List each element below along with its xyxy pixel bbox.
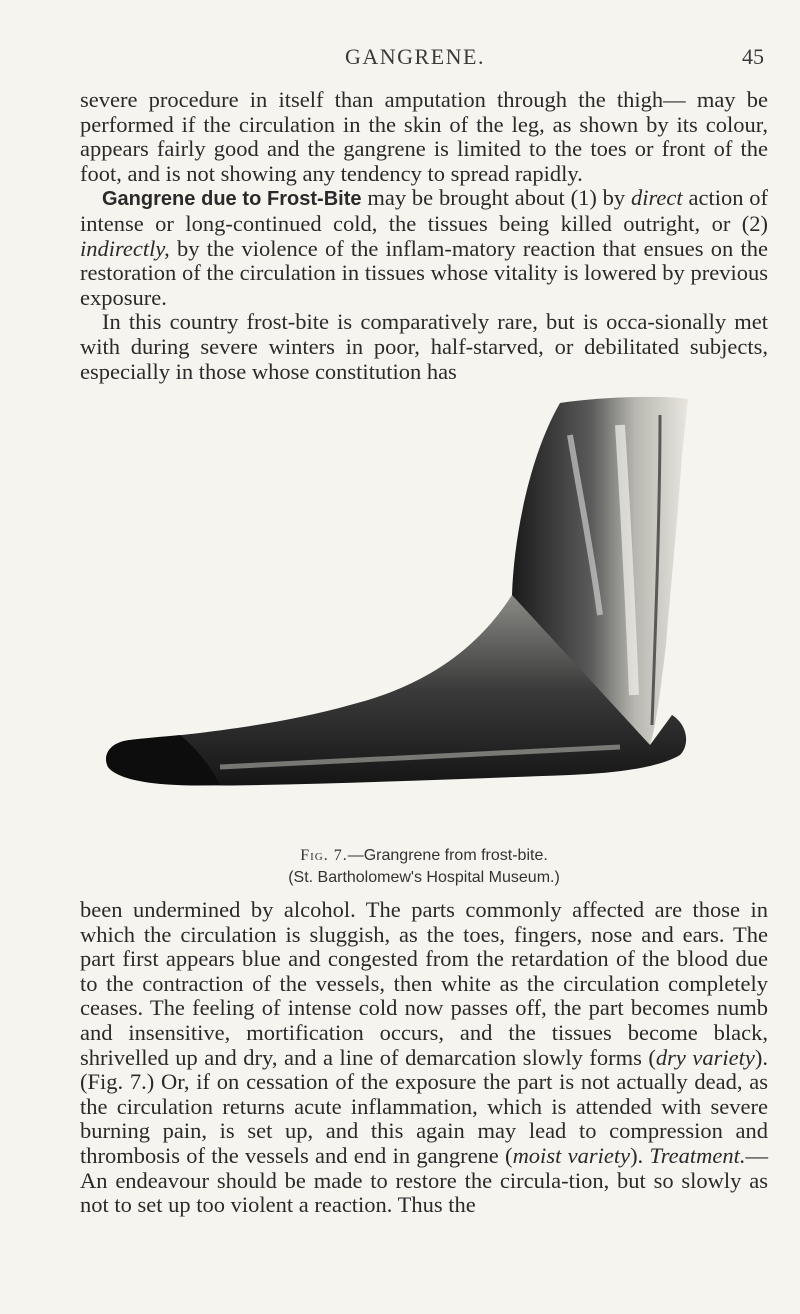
text-block-bottom	[80, 898, 768, 1218]
running-title: GANGRENE.	[345, 44, 485, 69]
paragraph-frostbite-course: been undermined by alcohol. The parts commonly affected are those in which the circulation is sluggish, as the toes, fingers, nose and ears. The part first appears blue and congested from the retardation of the blood due to the contraction of the vessels, then white as the circulation completely ceases. The feeling of intense cold now passes off, the part becomes numb and insensitive, mortification occurs, and the tissues become black, shrivelled up and dry, and a line of demarcation slowly forms (dry variety). (Fig. 7.) Or, if on cessation of the exposure the part is not actually dead, as the circulation returns acute inflammation, which is attended with severe burning pain, is set up, and this again may lead to compression and thrombosis of the vessels and end in gangrene (moist variety). Treatment.—An endeavour should be made to restore the circula-tion, but so slowly as not to set up too violent a reaction. Thus the	[80, 897, 768, 1218]
caption-line-1: Fig. 7.—Grangrene from frost-bite.	[300, 847, 548, 864]
page-number: 45	[742, 44, 764, 69]
figure-caption	[80, 845, 768, 889]
page-header	[66, 44, 764, 78]
figure-label: Fig. 7.	[300, 847, 348, 864]
paragraph-frostbite-causes: Gangrene due to Frost-Bite may be brought about (1) by direct action of intense or long-continued cold, the tissues being killed outright, or (2) indirectly, by the violence of the inflam-matory reaction that ensues on the restoration of the circulation in tissues whose vitality is lowered by previous exposure.	[80, 185, 769, 310]
caption-line-2: (St. Bartholomew's Hospital Museum.)	[288, 869, 560, 886]
figure-frostbite-foot	[100, 395, 706, 830]
paragraph-frostbite-incidence: In this country frost-bite is comparatively rare, but is occa-sionally met with during severe winters in poor, half-starved, or debilitated subjects, especially in those whose constitution has	[80, 309, 768, 384]
paragraph-amputation: severe procedure in itself than amputation through the thigh— may be performed if the circulation in the skin of the leg, as shown by its colour, appears fairly good and the gangrene is limited to the toes or front of the foot, and is not showing any tendency to spread rapidly.	[80, 87, 768, 186]
foot-specimen-illustration	[100, 395, 706, 830]
treatment-heading: Treatment.	[649, 1142, 746, 1168]
text-block-top	[80, 88, 768, 384]
section-lead-heading: Gangrene due to Frost-Bite	[102, 188, 362, 211]
